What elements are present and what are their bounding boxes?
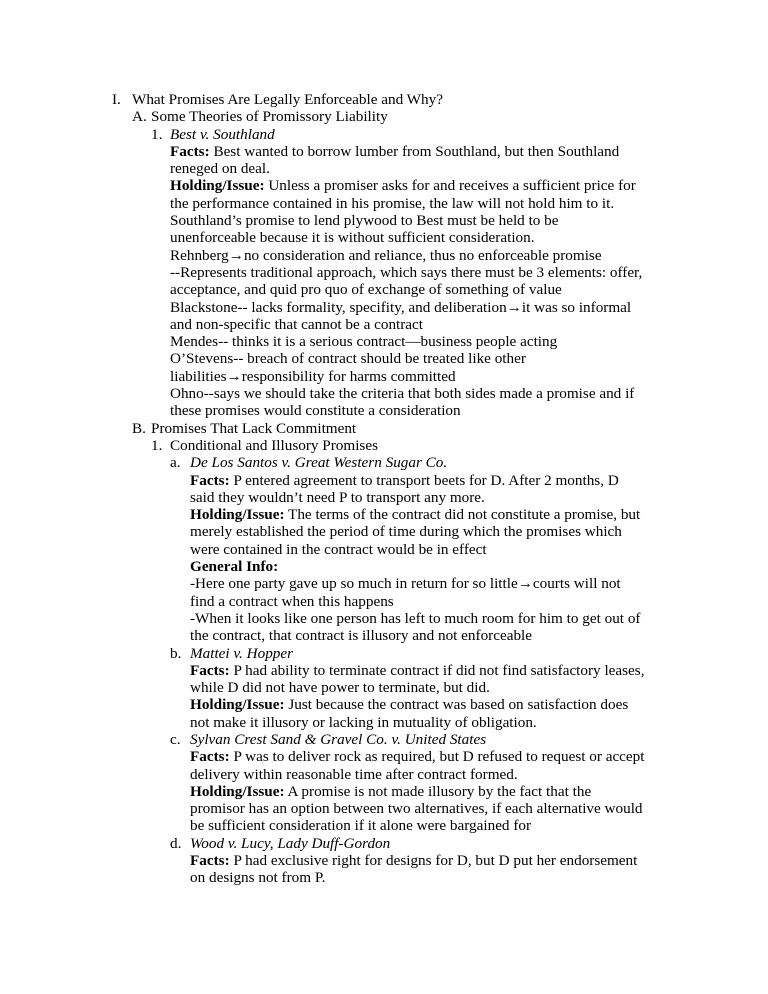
line-text (170, 143, 619, 160)
outline-item (0, 91, 768, 108)
text-segment: Rehnberg→no consideration and reliance, thus no enforceable promise (170, 246, 602, 264)
outline-text-line (0, 350, 768, 367)
text-segment: What Promises Are Legally Enforceable and Why? (132, 91, 443, 108)
line-text (170, 437, 378, 454)
list-marker: c. (170, 730, 181, 748)
bold-label: General Info: (190, 558, 279, 576)
outline-text-line (0, 333, 768, 350)
line-text (151, 420, 356, 437)
line-text (170, 177, 636, 194)
outline-text-line (0, 869, 768, 886)
text-segment: Unless a promiser asks for and receives a sufficient price for (264, 177, 636, 195)
text-segment: -Here one party gave up so much in return for so little→courts will not (190, 575, 621, 593)
outline-text-line (0, 800, 768, 817)
outline-item (0, 126, 768, 143)
outline-text-line (0, 558, 768, 575)
outline-text-line (0, 541, 768, 558)
bold-label: Facts: (190, 748, 230, 766)
line-text (190, 454, 447, 471)
text-segment: P was to deliver rock as required, but D refused to request or accept (229, 748, 645, 766)
outline-text-line (0, 748, 768, 765)
line-text (190, 662, 645, 679)
text-segment: P had ability to terminate contract if did not find satisfactory leases, (229, 661, 645, 679)
outline-text-line (0, 714, 768, 731)
text-segment: Conditional and Illusory Promises (170, 436, 378, 454)
outline-text-line (0, 610, 768, 627)
list-marker: I. (112, 91, 121, 108)
text-segment: were contained in the contract would be in effect (190, 540, 487, 558)
line-text (190, 558, 278, 575)
text-segment: A promise is not made illusory by the fact that the (284, 782, 592, 800)
text-segment: Mendes-- thinks it is a serious contract—business people acting (170, 333, 558, 351)
text-segment: Promises That Lack Commitment (151, 419, 357, 437)
outline-text-line (0, 195, 768, 212)
bold-label: Facts: (170, 142, 210, 160)
outline-item (0, 420, 768, 437)
outline-text-line (0, 264, 768, 281)
bold-label: Holding/Issue: (190, 506, 285, 524)
outline-text-line (0, 523, 768, 540)
line-text (190, 541, 487, 558)
text-segment: Some Theories of Promissory Liability (151, 108, 388, 126)
outline-text-line (0, 783, 768, 800)
text-segment: P entered agreement to transport beets for D. After 2 months, D (229, 471, 619, 489)
line-text (190, 766, 518, 783)
outline-item (0, 645, 768, 662)
case-name: Wood v. Lucy, Lady Duff-Gordon (190, 834, 391, 852)
line-text (190, 627, 532, 644)
list-marker: 1. (151, 436, 163, 454)
text-segment: not make it illusory or lacking in mutuality of obligation. (190, 713, 537, 731)
line-text (151, 108, 388, 125)
line-text (132, 91, 443, 108)
line-text (170, 212, 559, 229)
text-segment: Blackstone-- lacks formality, specifity, and deliberation→it was so informal (170, 298, 632, 316)
text-segment: P had exclusive right for designs for D, but D put her endorsement (229, 852, 638, 870)
line-text (170, 160, 270, 177)
line-text (170, 247, 602, 264)
list-marker: a. (170, 454, 181, 472)
outline-text-line (0, 281, 768, 298)
bold-label: Holding/Issue: (170, 177, 265, 195)
line-text (190, 817, 531, 834)
line-text (190, 489, 485, 506)
bold-label: Holding/Issue: (190, 782, 285, 800)
list-marker: 1. (151, 125, 163, 143)
line-text (170, 385, 634, 402)
line-text (190, 610, 640, 627)
list-marker: d. (170, 834, 182, 852)
text-segment: O’Stevens-- breach of contract should be treated like other (170, 350, 526, 368)
outline-text-line (0, 212, 768, 229)
line-text (190, 852, 637, 869)
text-segment: while D did not have power to terminate, but did. (190, 679, 490, 697)
outline-text-line (0, 506, 768, 523)
bold-label: Facts: (190, 471, 230, 489)
line-text (190, 506, 640, 523)
outline-text-line (0, 316, 768, 333)
document-outline (0, 91, 768, 887)
text-segment: Best wanted to borrow lumber from Southland, but then Southland (209, 142, 620, 160)
case-name: Mattei v. Hopper (190, 644, 294, 662)
outline-text-line (0, 299, 768, 316)
text-segment: liabilities→responsibility for harms committed (170, 367, 456, 385)
outline-item (0, 108, 768, 125)
outline-item (0, 437, 768, 454)
line-text (170, 126, 275, 143)
outline-text-line (0, 662, 768, 679)
text-segment: on designs not from P. (190, 869, 326, 887)
line-text (190, 523, 622, 540)
line-text (190, 696, 628, 713)
line-text (190, 869, 325, 886)
outline-text-line (0, 766, 768, 783)
list-marker: A. (132, 108, 147, 126)
outline-text-line (0, 385, 768, 402)
line-text (170, 368, 456, 385)
outline-text-line (0, 472, 768, 489)
text-segment: promisor has an option between two alternatives, if each alternative would (190, 800, 643, 818)
list-marker: b. (170, 644, 182, 662)
text-segment: The terms of the contract did not constitute a promise, but (284, 506, 641, 524)
line-text (170, 299, 631, 316)
outline-text-line (0, 593, 768, 610)
outline-item (0, 731, 768, 748)
text-segment: reneged on deal. (170, 160, 270, 178)
outline-text-line (0, 489, 768, 506)
outline-text-line (0, 229, 768, 246)
text-segment: Just because the contract was based on satisfaction does (284, 696, 629, 714)
outline-text-line (0, 696, 768, 713)
text-segment: the performance contained in his promise, the law will not hold him to it. (170, 194, 615, 212)
line-text (170, 333, 557, 350)
text-segment: --Represents traditional approach, which says there must be 3 elements: offer, (170, 263, 643, 281)
line-text (170, 281, 562, 298)
outline-text-line (0, 402, 768, 419)
line-text (170, 195, 614, 212)
line-text (170, 229, 535, 246)
outline-text-line (0, 160, 768, 177)
bold-label: Facts: (190, 852, 230, 870)
line-text (190, 800, 643, 817)
line-text (190, 645, 293, 662)
outline-text-line (0, 177, 768, 194)
text-segment: delivery within reasonable time after contract formed. (190, 765, 518, 783)
list-marker: B. (132, 419, 146, 437)
outline-text-line (0, 575, 768, 592)
outline-text-line (0, 143, 768, 160)
text-segment: -When it looks like one person has left to much room for him to get out of (190, 609, 641, 627)
case-name: De Los Santos v. Great Western Sugar Co. (190, 454, 448, 472)
outline-text-line (0, 817, 768, 834)
line-text (190, 748, 644, 765)
line-text (190, 593, 394, 610)
outline-text-line (0, 247, 768, 264)
line-text (190, 714, 537, 731)
text-segment: Southland’s promise to lend plywood to Best must be held to be (170, 212, 559, 230)
outline-text-line (0, 627, 768, 644)
line-text (170, 264, 642, 281)
text-segment: merely established the period of time during which the promises which (190, 523, 622, 541)
outline-item (0, 454, 768, 471)
text-segment: find a contract when this happens (190, 592, 394, 610)
text-segment: and non-specific that cannot be a contract (170, 315, 424, 333)
case-name: Best v. Southland (170, 125, 275, 143)
bold-label: Facts: (190, 661, 230, 679)
line-text (170, 316, 423, 333)
line-text (190, 835, 390, 852)
line-text (190, 472, 619, 489)
text-segment: Ohno--says we should take the criteria that both sides made a promise and if (170, 385, 635, 403)
outline-text-line (0, 679, 768, 696)
bold-label: Holding/Issue: (190, 696, 285, 714)
case-name: Sylvan Crest Sand & Gravel Co. v. United States (190, 730, 487, 748)
text-segment: unenforceable because it is without sufficient consideration. (170, 229, 535, 247)
line-text (190, 783, 591, 800)
text-segment: the contract, that contract is illusory and not enforceable (190, 627, 533, 645)
line-text (190, 731, 486, 748)
line-text (190, 575, 621, 592)
text-segment: these promises would constitute a consideration (170, 402, 461, 420)
line-text (190, 679, 490, 696)
outline-text-line (0, 852, 768, 869)
line-text (170, 350, 526, 367)
text-segment: acceptance, and quid pro quo of exchange of something of value (170, 281, 562, 299)
outline-item (0, 835, 768, 852)
outline-text-line (0, 368, 768, 385)
text-segment: be sufficient consideration if it alone were bargained for (190, 817, 532, 835)
line-text (170, 402, 461, 419)
text-segment: said they wouldn’t need P to transport any more. (190, 488, 485, 506)
